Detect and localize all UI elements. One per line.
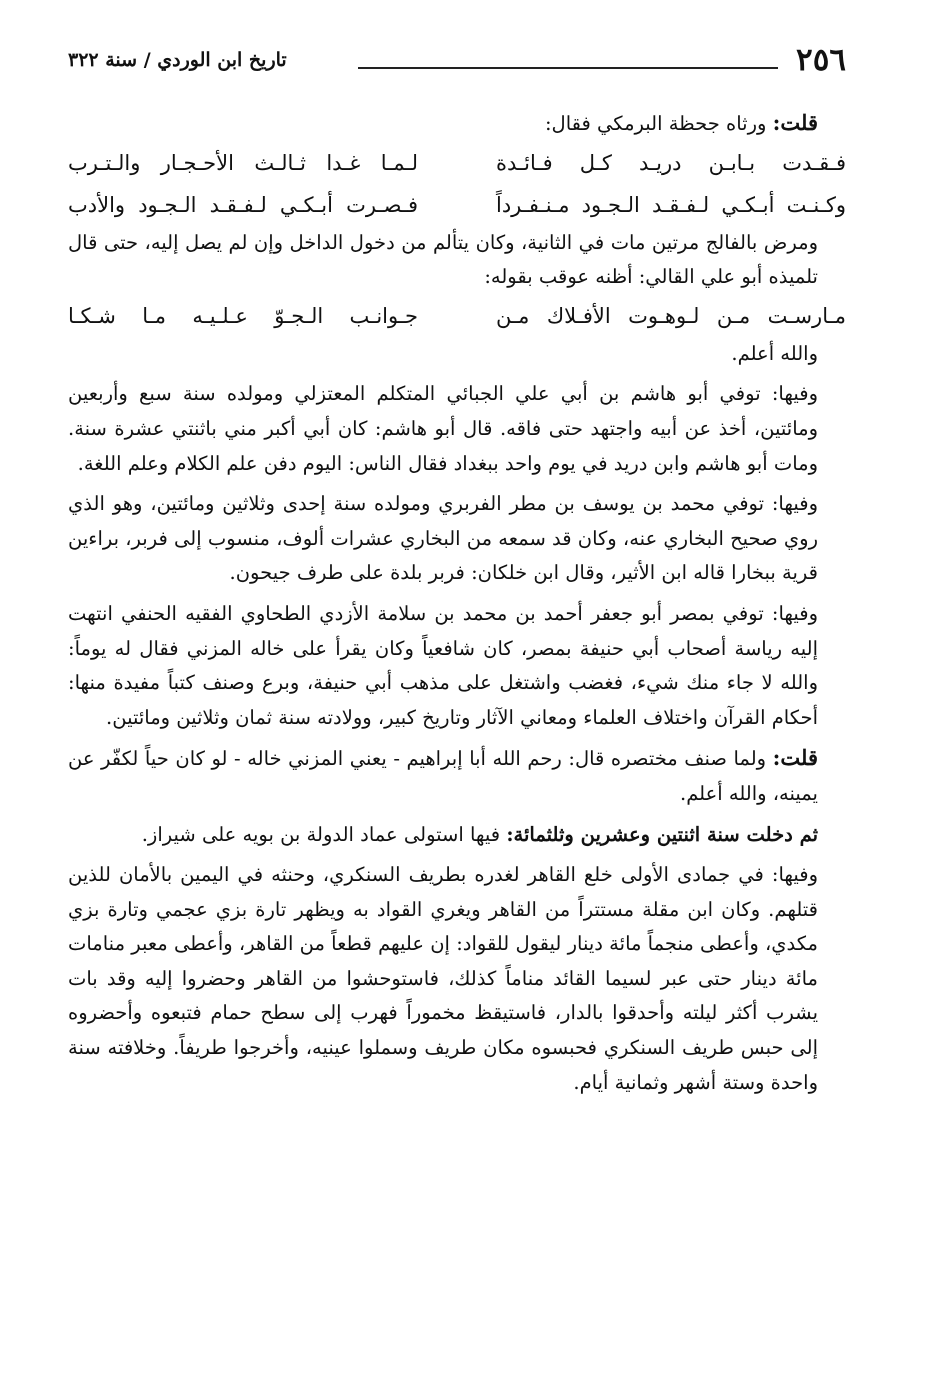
paragraph-illness: ومرض بالفالج مرتين مات في الثانية، وكان يتألم من دخول الداخل وإن لم يصل إليه، حتى قال تلميذه أبو علي القالي: أظنه عوقب بقوله: — [68, 230, 818, 289]
page-header — [68, 40, 846, 80]
verse-line — [68, 184, 846, 226]
qultu-keyword: قلت: — [772, 745, 818, 771]
page-body — [68, 106, 846, 1100]
paragraph-text: فيها استولى عماد الدولة بن بويه على شيراز. — [141, 822, 507, 846]
verse-second-hemistich: لـمـا غـدا ثـالـث الأحـجـار والـتـرب — [68, 150, 418, 175]
paragraph-qultu-muzani — [68, 741, 846, 811]
verse-first-hemistich: فـقـدت بـابـن دريـد كـل فـائـدة — [496, 150, 846, 175]
page-number: ٢٥٦ — [796, 42, 846, 78]
qultu-keyword: قلت: — [772, 110, 818, 135]
paragraph-text: ولما صنف مختصره قال: رحم الله أبا إبراهيم - يعني المزني خاله - لو كان حياً لكفّر عن يمينه، والله أعلم. — [68, 747, 818, 805]
verse-line — [68, 142, 846, 184]
paragraph-abu-hashim: وفيها: توفي أبو هاشم بن أبي علي الجبائي المتكلم المعتزلي ومولده سنة سبع وأربعين ومائتين، أخذ عن أبيه واجتهد حتى فاقه. قال أبو هاشم: كان أبي أكبر مني باثنتي عشرة سنة. ومات أبو هاشم وابن دريد في يوم واحد ببغداد فقال الناس: اليوم دفن علم الكلام وعلم اللغة. — [68, 382, 818, 475]
header-rule — [358, 67, 778, 69]
paragraph-qahir-deposed: وفيها: في جمادى الأولى خلع القاهر لغدره بطريف السنكري، وحنثه في اليمين بالأمان للذين قتلهم. وكان ابن مقلة مستتراً من القاهر ويغري القواد به ويظهر تارة بزي عجمي وتارة بزي مكدي، وأعطى منجماً مائة دينار ليقول للقواد: إن عليهم قطعاً من القاهر، وأعطى معبر منامات مائة دينار حتى عبر لسيما القائد مناماً كذلك، فاستوحشوا من القاهر وحضروا إليه وقد بات يشرب أكثر ليلته وأحدقوا بالدار، فاستيقظ مخموراً فهرب إلى سطح حمام فتبعوه وأحضروه إلى حبس طريف السنكري فحبسوه مكان طريف وسملوا عينيه، وأخرجوا طريفاً. وخلافته سنة واحدة وستة أشهر وثمانية أيام. — [68, 863, 818, 1094]
paragraph-firabri: وفيها: توفي محمد بن يوسف بن مطر الفربري ومولده سنة إحدى وثلاثين ومائتين، وهو الذي روي صحيح البخاري عنه، وكان قد سمعه من البخاري عشرات ألوف، منسوب إلى فربر، براءين قرية ببخارا قاله ابن الأثير، وقال ابن خلكان: فربر بلدة على طرف جيحون. — [68, 492, 818, 585]
verse-first-hemistich: وكـنـت أبـكـي لـفـقـد الـجـود مـنـفـرداً — [496, 192, 846, 217]
paragraph-allah-alam: والله أعلم. — [731, 341, 818, 365]
verse-first-hemistich: مـارسـت مـن لـوهـوت الأفـلاك مـن — [496, 303, 846, 328]
paragraph-text: ورثاه جحظة البرمكي فقال: — [544, 112, 773, 135]
paragraph-tahawi: وفيها: توفي بمصر أبو جعفر أحمد بن محمد بن سلامة الأزدي الطحاوي الفقيه الحنفي انتهت إليه رياسة أصحاب أبي حنيفة بمصر، كان شافعياً وكان يقرأ على خاله المزني فقال له يوماً: والله لا جاء منك شيء، فغضب واشتغل على مذهب أبي حنيفة، وبرع وصنف كتباً مفيدة منها: أحكام القرآن واختلاف العلماء ومعاني الآثار وتاريخ كبير، وولادته سنة ثمان وثلاثين ومائتين. — [68, 601, 818, 729]
verse-second-hemistich: فـصـرت أبـكـي لـفـقـد الـجـود والأدب — [68, 192, 418, 217]
verse-line — [68, 295, 846, 337]
verse-second-hemistich: جـوانـب الـجـوّ عـلـيـه مـا شـكـا — [68, 303, 418, 328]
running-title: تاريخ ابن الوردي / سنة ٣٢٢ — [68, 49, 287, 71]
paragraph-elegy-intro — [68, 106, 846, 142]
year-heading: ثم دخلت سنة اثنتين وعشرين وثلثمائة: — [506, 822, 818, 846]
paragraph-year-322 — [68, 818, 846, 853]
